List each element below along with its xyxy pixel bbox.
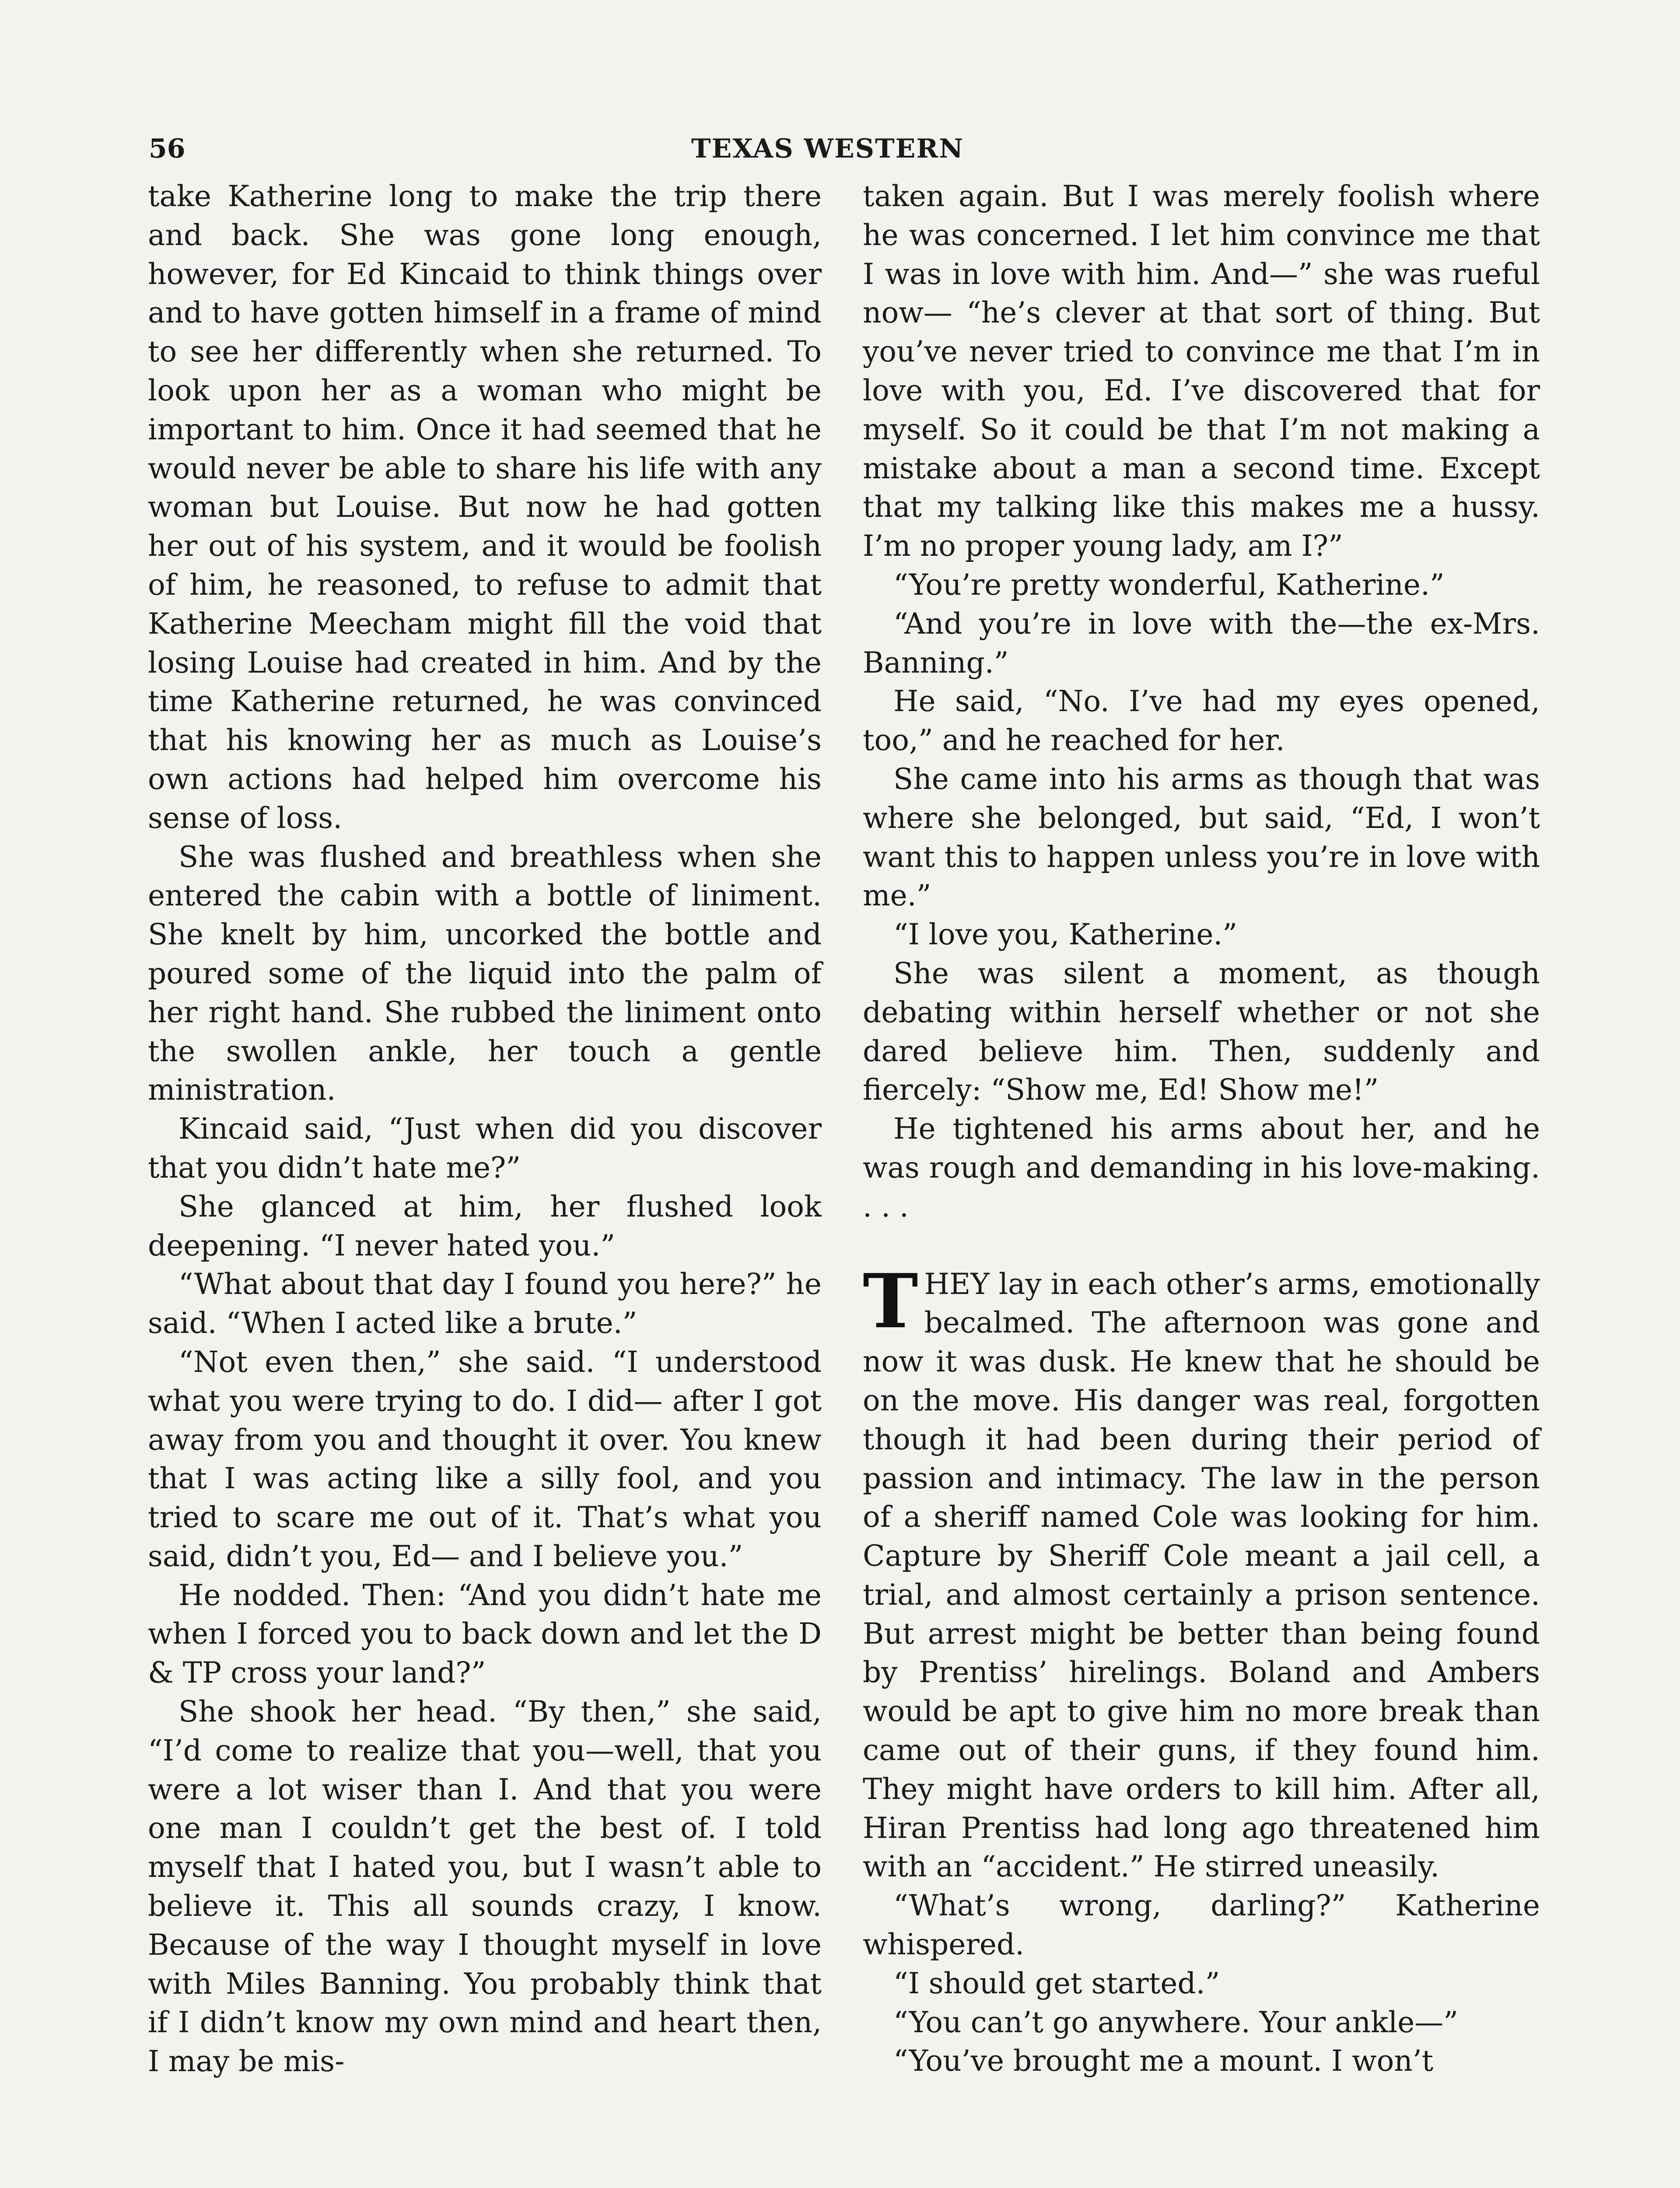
paragraph: He tightened his arms about her, and he was rough and demanding in his love-making. . . . <box>863 1112 1540 1224</box>
paragraph: “You’re pretty wonderful, Katherine.” <box>893 568 1445 602</box>
paragraph: “I should get started.” <box>893 1966 1220 2000</box>
paragraph: “What about that day I found you here?” he said. “When I acted like a brute.” <box>148 1267 822 1340</box>
paragraph: She glanced at him, her flushed look deepening. “I never hated you.” <box>148 1189 822 1262</box>
paragraph: taken again. But I was merely foolish where he was concerned. I let him convince me that I was in love with him. And—” she was rueful now— “he’s clever at that sort of thing. But you’ve never tried to convince me that I’m in love with you, Ed. I’ve discovered that for myself. So it could be that I’m not making a mistake about a man a second time. Except that my talking like this makes me a hussy. I’m no proper young lady, am I?” <box>863 179 1540 563</box>
paragraph: take Katherine long to make the trip there and back. She was gone long enough, however, for Ed Kincaid to think things over and to have gotten himself in a frame of mind to see her differently when she returned. To look upon her as a woman who might be important to him. Once it had seemed that he would never be able to share his life with any woman but Louise. But now he had gotten her out of his system, and it would be foolish of him, he reasoned, to refuse to admit that Katherine Meecham might fill the void that losing Louise had created in him. And by the time Katherine returned, he was convinced that his knowing her as much as Louise’s own actions had helped him overcome his sense of loss. <box>148 179 822 835</box>
paragraph: “You can’t go anywhere. Your ankle—” <box>893 2005 1459 2039</box>
left-column <box>148 177 822 2081</box>
running-head: TEXAS WESTERN <box>691 133 964 164</box>
paragraph: She was silent a moment, as though debating within herself whether or not she dared believe him. Then, suddenly and fiercely: “Show me, Ed! Show me!” <box>863 956 1540 1107</box>
paragraph: “What’s wrong, darling?” Katherine whispered. <box>863 1889 1540 1962</box>
right-column <box>863 177 1540 2081</box>
dropcap-paragraph-text: HEY lay in each other’s arms, emotionally becalmed. The afternoon was gone and now it was dusk. He knew that he should be on the move. His danger was real, forgotten though it had been during their period of passion and intimacy. The law in the person of a sheriff named Cole was looking for him. Capture by Sheriff Cole meant a jail cell, a trial, and almost certainly a prison sentence. But arrest might be better than being found by Prentiss’ hirelings. Boland and Ambers would be apt to give him no more break than came out of their guns, if they found him. They might have orders to kill him. After all, Hiran Prentiss had long ago threatened him with an “accident.” He stirred uneasily. <box>863 1267 1540 1884</box>
page-number: 56 <box>149 133 186 164</box>
paragraph: He said, “No. I’ve had my eyes opened, too,” and he reached for her. <box>863 684 1540 757</box>
section-break <box>863 1227 1540 1265</box>
paragraph: She came into his arms as though that was where she belonged, but said, “Ed, I won’t want this to happen unless you’re in love with me.” <box>863 762 1540 913</box>
drop-cap: T <box>863 1257 918 1345</box>
paragraph: “I love you, Katherine.” <box>893 918 1238 952</box>
dropcap-paragraph <box>863 1257 1540 1887</box>
paragraph: He nodded. Then: “And you didn’t hate me when I forced you to back down and let the D & TP cross your land?” <box>148 1578 822 1690</box>
paragraph: She was flushed and breathless when she entered the cabin with a bottle of liniment. She knelt by him, uncorked the bottle and poured some of the liquid into the palm of her right hand. She rubbed the liniment onto the swollen ankle, her touch a gentle ministration. <box>148 840 822 1107</box>
page-header <box>149 131 998 166</box>
paragraph: Kincaid said, “Just when did you discover that you didn’t hate me?” <box>148 1112 822 1185</box>
paragraph: “And you’re in love with the—the ex-Mrs. Banning.” <box>863 607 1540 680</box>
paragraph: “Not even then,” she said. “I understood what you were trying to do. I did— after I got away from you and thought it over. You knew that I was acting like a silly fool, and you tried to scare me out of it. That’s what you said, didn’t you, Ed— and I believe you.” <box>148 1345 822 1573</box>
paragraph: She shook her head. “By then,” she said, “I’d come to realize that you—well, that you were a lot wiser than I. And that you were one man I couldn’t get the best of. I told myself that I hated you, but I wasn’t able to believe it. This all sounds crazy, I know. Because of the way I thought myself in love with Miles Banning. You probably think that if I didn’t know my own mind and heart then, I may be mis- <box>148 1695 822 2079</box>
paragraph: “You’ve brought me a mount. I won’t <box>893 2044 1434 2078</box>
